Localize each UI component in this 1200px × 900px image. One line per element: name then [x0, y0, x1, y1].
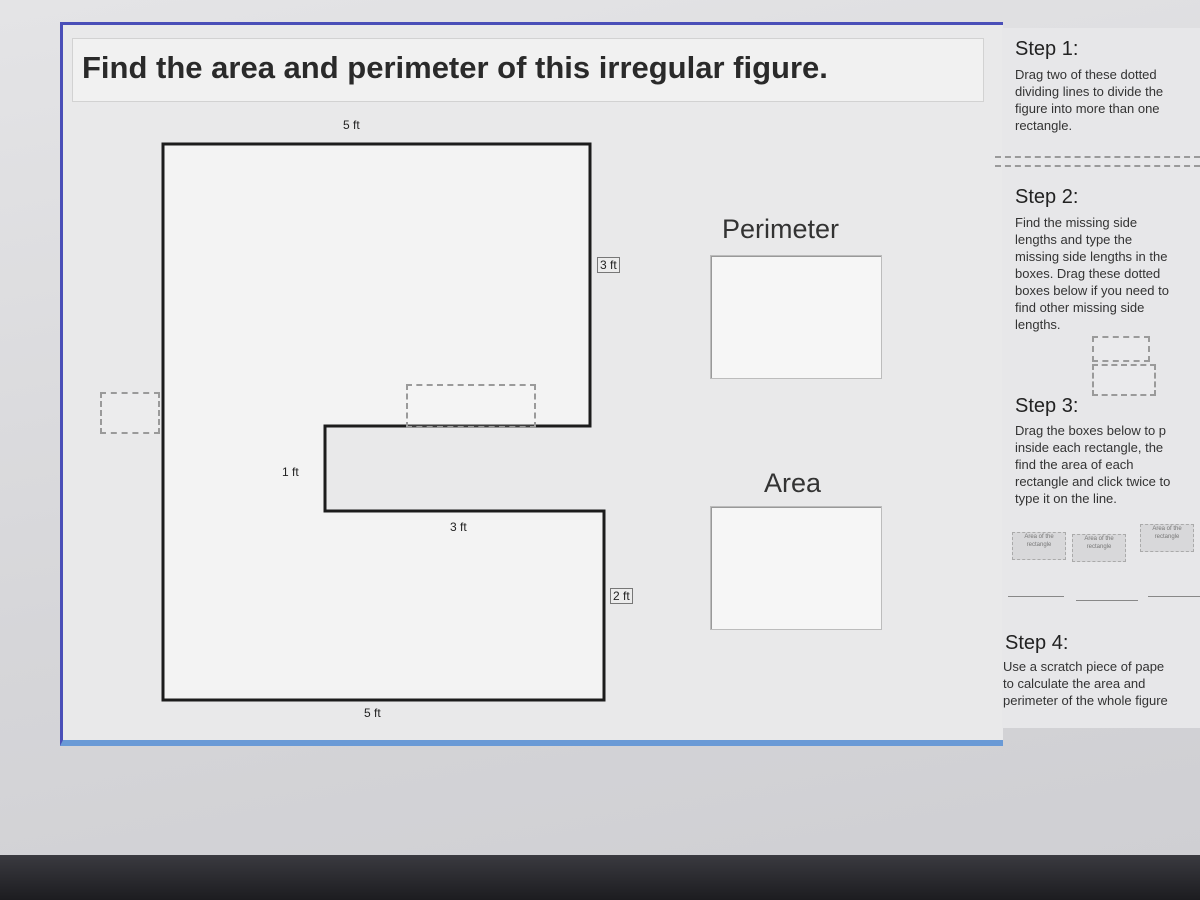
area-label: Area [764, 468, 822, 498]
dotted-dividing-line[interactable] [995, 156, 1200, 158]
area-answer-line[interactable] [1008, 596, 1064, 597]
step1-line: rectangle. [1015, 118, 1073, 133]
step2-line: missing side lengths in the [1015, 249, 1168, 264]
perimeter-answer-box[interactable] [710, 255, 882, 379]
step2-line: lengths. [1015, 317, 1061, 332]
step1-line: figure into more than one [1015, 101, 1160, 116]
step2-line: boxes below if you need to [1015, 283, 1169, 298]
step1-line: dividing lines to divide the [1015, 84, 1164, 99]
area-card[interactable]: Area of the rectangle [1012, 532, 1066, 560]
area-answer-box[interactable] [710, 506, 882, 630]
step4-line: perimeter of the whole figure [1003, 693, 1168, 708]
step1-line: Drag two of these dotted [1015, 67, 1157, 82]
label-notch-bottom: 3 ft [450, 520, 467, 534]
label-bottom-side: 5 ft [364, 706, 381, 720]
step3-line: find the area of each [1015, 457, 1134, 472]
dotted-dividing-line[interactable] [995, 165, 1200, 167]
step3-line: rectangle and click twice to [1015, 474, 1171, 489]
step4-line: Use a scratch piece of pape [1003, 659, 1165, 674]
figure-outline [163, 144, 604, 700]
label-notch-height: 1 ft [282, 465, 299, 479]
dotted-drag-box[interactable] [406, 384, 536, 428]
step2-line: Find the missing side [1015, 215, 1138, 230]
step2-line: boxes. Drag these dotted [1015, 266, 1161, 281]
area-card[interactable]: Area of the rectangle [1140, 524, 1194, 552]
step3-heading: Step 3: [1015, 395, 1079, 417]
step4-heading: Step 4: [1005, 632, 1069, 654]
area-card[interactable]: Area of the rectangle [1072, 534, 1126, 562]
area-answer-line[interactable] [1076, 600, 1138, 601]
step4-line: to calculate the area and [1003, 676, 1146, 691]
step3-line: inside each rectangle, the [1015, 440, 1164, 455]
step2-heading: Step 2: [1015, 186, 1079, 208]
step1-heading: Step 1: [1015, 38, 1079, 60]
label-top-side: 5 ft [343, 118, 360, 132]
perimeter-label: Perimeter [722, 214, 840, 244]
area-answer-line[interactable] [1148, 596, 1200, 597]
dotted-drag-box[interactable] [1092, 364, 1156, 396]
dotted-drag-box[interactable] [1092, 336, 1150, 362]
monitor-bezel [0, 855, 1200, 900]
label-right-upper: 3 ft [597, 257, 620, 273]
page-title: Find the area and perimeter of this irregular figure. [82, 50, 828, 85]
dotted-drag-box[interactable] [100, 392, 160, 434]
step2-line: find other missing side [1015, 300, 1145, 315]
step2-line: lengths and type the [1015, 232, 1133, 247]
step3-line: type it on the line. [1015, 491, 1117, 506]
step3-line: Drag the boxes below to p [1015, 423, 1167, 438]
label-right-lower: 2 ft [610, 588, 633, 604]
